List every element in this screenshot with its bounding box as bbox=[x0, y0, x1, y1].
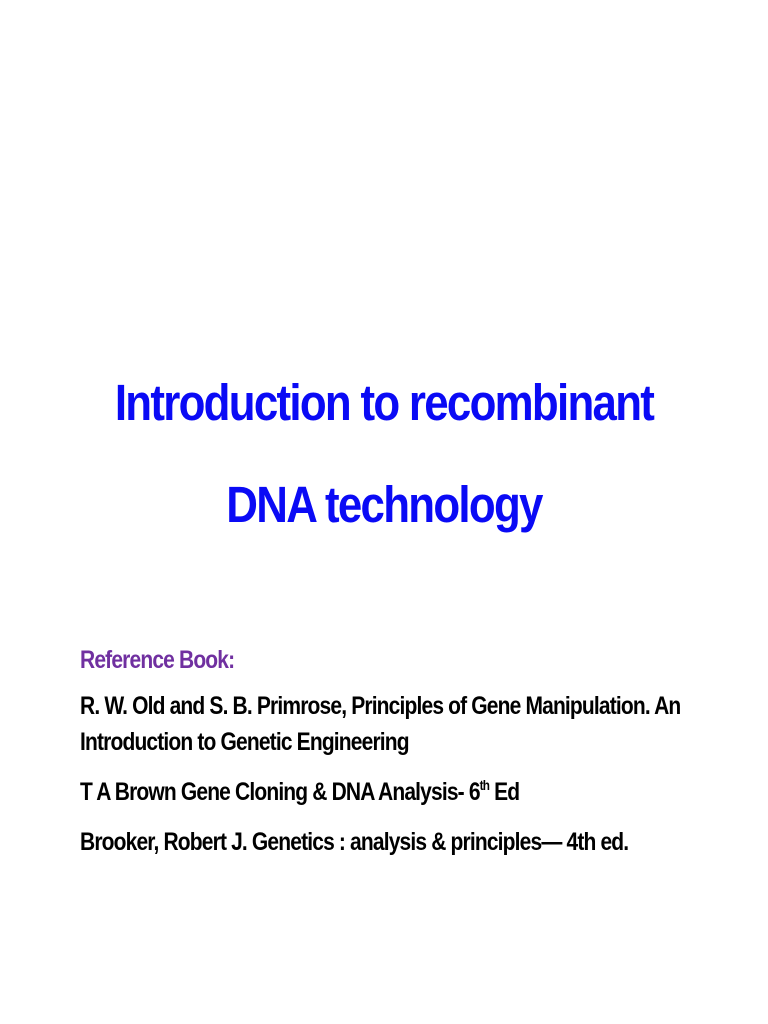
reference-section bbox=[80, 632, 740, 874]
reference-2 bbox=[80, 774, 634, 810]
title-line-2: DNA technology bbox=[226, 476, 542, 533]
title-line-1: Introduction to recombinant bbox=[114, 374, 654, 431]
reference-heading: Reference Book: bbox=[80, 646, 235, 674]
reference-3: Brooker, Robert J. Genetics : analysis & principles— 4th ed. bbox=[80, 828, 629, 856]
reference-2-superscript: th bbox=[479, 777, 490, 793]
slide-title bbox=[88, 352, 680, 556]
reference-1-line-1: R. W. Old and S. B. Primrose, Principles of Gene Manipulation. An bbox=[80, 692, 681, 720]
reference-2-text: T A Brown Gene Cloning & DNA Analysis- 6 bbox=[80, 778, 480, 806]
reference-2-edition: Ed bbox=[489, 778, 520, 806]
reference-1-line-2: Introduction to Genetic Engineering bbox=[80, 728, 409, 756]
